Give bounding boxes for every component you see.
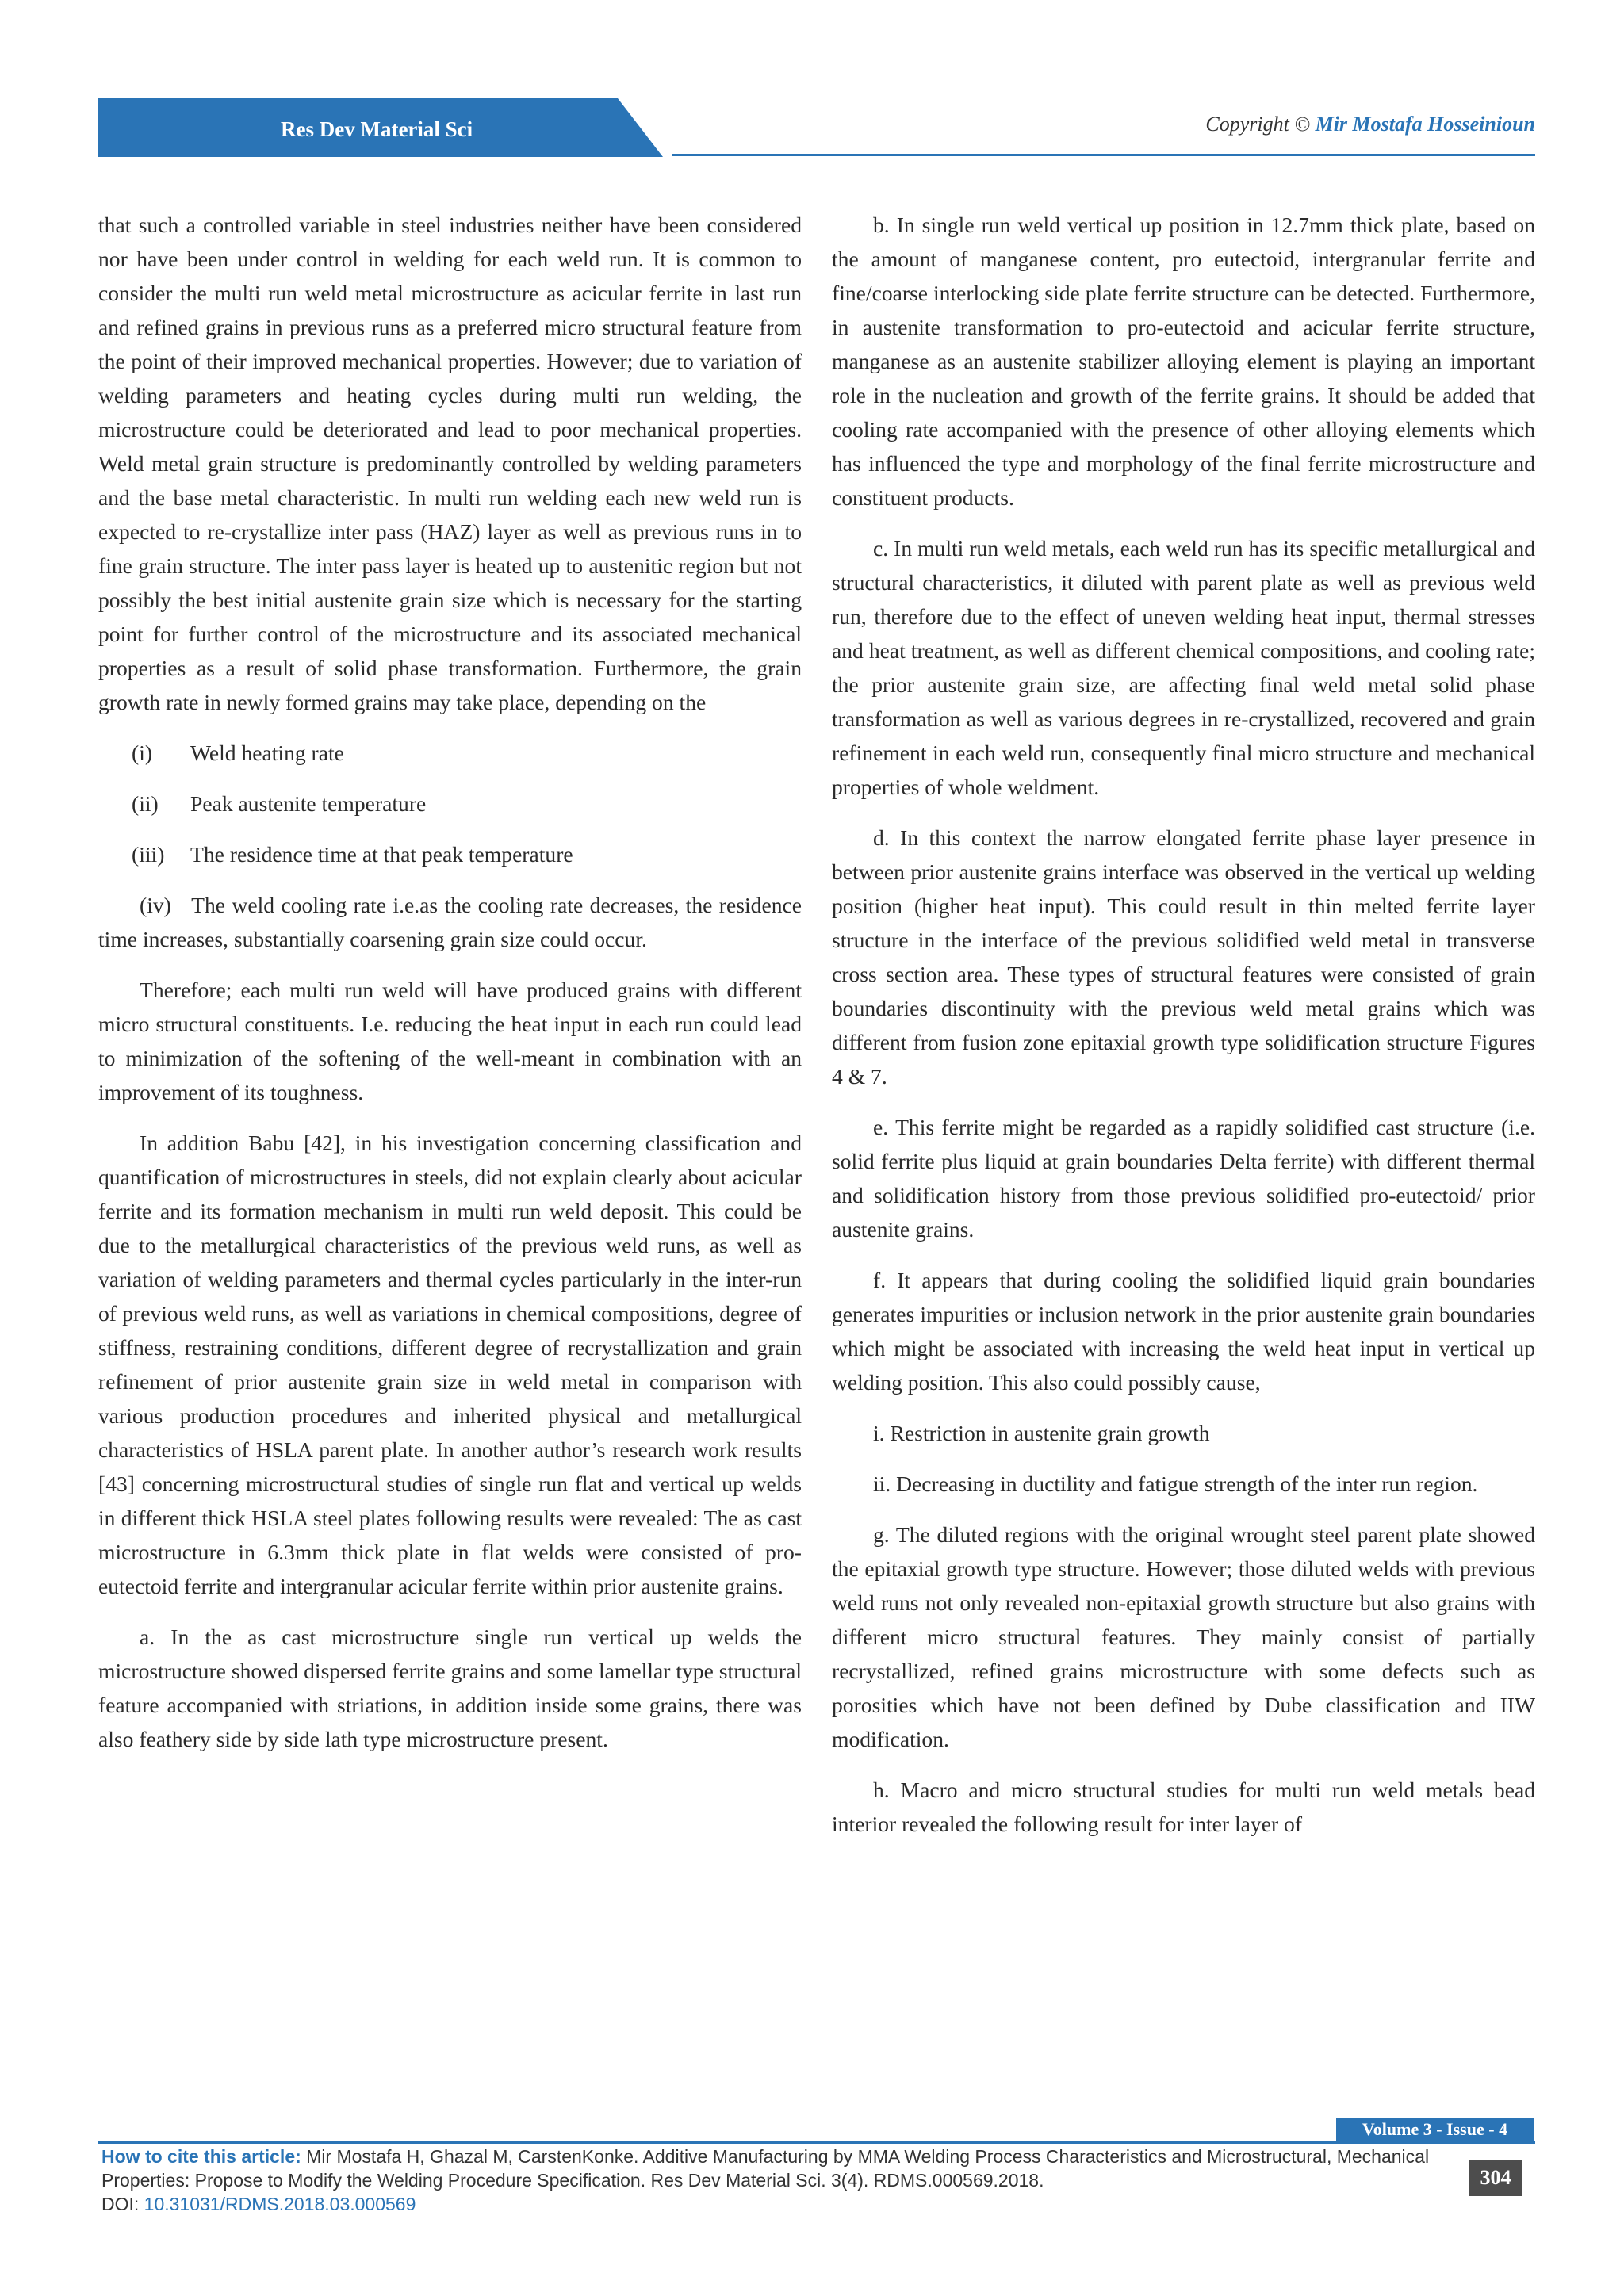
copyright-author: Mir Mostafa Hosseinioun	[1315, 113, 1535, 136]
list-text: The weld cooling rate i.e.as the cooling rate decreases, the residence time increases, substantially coarsening grain size could occur.	[98, 893, 802, 951]
volume-badge: Volume 3 - Issue - 4	[1336, 2118, 1534, 2141]
item-i: i. Restriction in austenite grain growth	[873, 1421, 1210, 1445]
citation	[102, 2145, 1450, 2216]
item-h: h. Macro and micro structural studies for multi run weld metals bead interior revealed the following result for inter layer of	[832, 1777, 1535, 1836]
item-b: b. In single run weld vertical up position in 12.7mm thick plate, based on the amount of manganese content, pro eutectoid, intergranular ferrite and fine/coarse interlocking side plate ferrite structure can be detected. Furthermore, in austenite transformation to pro-eutectoid and acicular ferrite structure, manganese as an austenite stabilizer alloying element is playing an important role in the nucleation and growth of the ferrite grains. It should be added that cooling rate accompanied with the presence of other alloying elements which has influenced the type and morphology of the final ferrite microstructure and constituent products.	[832, 212, 1535, 510]
item-e: e. This ferrite might be regarded as a rapidly solidified cast structure (i.e. solid ferrite plus liquid at grain boundaries Delta ferrite) with different thermal and solidification history from those previous solidified pro-eutectoid/ prior austenite grains.	[832, 1115, 1535, 1242]
copyright-prefix: Copyright ©	[1205, 113, 1316, 136]
paragraph: a. In the as cast microstructure single run vertical up welds the microstructure showed dispersed ferrite grains and some lamellar type structural feature accompanied with striations, in addition inside some grains, there was also feathery side by side lath type microstructure present.	[98, 1624, 802, 1751]
copyright-line	[1205, 113, 1535, 136]
cite-label: How to cite this article:	[102, 2146, 301, 2167]
list-item	[98, 786, 802, 821]
doi-link[interactable]: 10.31031/RDMS.2018.03.000569	[144, 2194, 416, 2214]
page-number: 304	[1469, 2160, 1522, 2196]
list-text: Weld heating rate	[190, 740, 344, 765]
left-column	[98, 208, 802, 1773]
right-column	[832, 208, 1535, 1858]
list-number: (ii)	[132, 791, 159, 816]
item-d: d. In this context the narrow elongated ferrite phase layer presence in between prior austenite grains interface was observed in the vertical up welding position (higher heat input). This could result in thin melted ferrite layer structure in the interface of the previous solidified weld metal in transverse cross section area. These types of structural features were consisted of grain boundaries discontinuity with the previous weld metal grains which was different from fusion zone epitaxial growth type solidification structure Figures 4 & 7.	[832, 825, 1535, 1089]
item-f: f. It appears that during cooling the solidified liquid grain boundaries generates impurities or inclusion network in the prior austenite grain boundaries which might be associated with increasing the weld heat input in vertical up welding position. This also could possibly cause,	[832, 1268, 1535, 1395]
journal-name: Res Dev Material Sci	[281, 117, 473, 141]
paragraph: Therefore; each multi run weld will have produced grains with different micro structural constituents. I.e. reducing the heat input in each run could lead to minimization of the softening of the well-meant in combination with an improvement of its toughness.	[98, 978, 802, 1104]
cite-text: Mir Mostafa H, Ghazal M, CarstenKonke. Additive Manufacturing by MMA Welding Process Characteristics and Microstructural, Mechanical Properties: Propose to Modify the Welding Procedure Specification. Res Dev Material Sci. 3(4). RDMS.000569.2018.	[102, 2146, 1430, 2191]
item-g: g. The diluted regions with the original wrought steel parent plate showed the epitaxial growth type structure. However; those diluted welds with previous weld runs not only revealed non-epitaxial growth structure but also grains with different micro structural features. They mainly consist of partially recrystallized, refined grains microstructure with some defects such as porosities which have not been defined by Dube classification and IIW modification.	[832, 1522, 1535, 1751]
doi-label: DOI:	[102, 2194, 144, 2214]
list-item	[98, 736, 802, 770]
list-number: (iii)	[132, 842, 165, 867]
list-number: (i)	[132, 740, 153, 765]
list-item	[98, 837, 802, 871]
paragraph: that such a controlled variable in steel industries neither have been considered nor have been under control in welding for each weld run. It is common to consider the multi run weld metal microstructure as acicular ferrite in last run and refined grains in previous runs as a preferred micro structural feature from the point of their improved mechanical properties. However; due to variation of welding parameters and heating cycles during multi run welding, the microstructure could be deteriorated and lead to poor mechanical properties. Weld metal grain structure is predominantly controlled by welding parameters and the base metal characteristic. In multi run welding each new weld run is expected to re-crystallize inter pass (HAZ) layer as well as previous runs in to fine grain structure. The inter pass layer is heated up to austenitic region but not possibly the best initial austenite grain size which is necessary for the starting point for further control of the microstructure and its associated mechanical properties as a result of solid phase transformation. Furthermore, the grain growth rate in newly formed grains may take place, depending on the	[98, 212, 802, 714]
list-text: Peak austenite temperature	[190, 791, 427, 816]
item-ii: ii. Decreasing in ductility and fatigue strength of the inter run region.	[873, 1471, 1478, 1496]
list-number: (iv)	[140, 893, 171, 917]
item-c: c. In multi run weld metals, each weld run has its specific metallurgical and structural characteristics, it diluted with parent plate as well as previous weld run, therefore due to the effect of uneven welding heat input, thermal stresses and heat treatment, as well as different chemical compositions, and cooling rate; the prior austenite grain size, are affecting final weld metal solid phase transformation as well as various degrees in re-crystallized, recovered and grain refinement in each weld run, consequently final micro structure and mechanical properties of whole weldment.	[832, 536, 1535, 799]
list-item-iv	[98, 888, 802, 956]
header-rule	[672, 154, 1535, 156]
list-text: The residence time at that peak temperature	[190, 842, 573, 867]
paragraph: In addition Babu [42], in his investigation concerning classification and quantification of microstructures in steels, did not explain clearly about acicular ferrite and its formation mechanism in multi run weld deposit. This could be due to the metallurgical characteristics of the previous weld runs, as well as variation of welding parameters and thermal cycles particularly in the inter-run of previous weld runs, as well as variations in chemical compositions, degree of stiffness, restraining conditions, different degree of recrystallization and grain refinement of prior austenite grain size in weld metal in comparison with various production procedures and inherited physical and metallurgical characteristics of HSLA parent plate. In another author’s research work results [43] concerning microstructural studies of single run flat and vertical up welds in different thick HSLA steel plates following results were revealed: The as cast microstructure in 6.3mm thick plate in flat welds were consisted of pro-eutectoid ferrite and intergranular acicular ferrite within prior austenite grains.	[98, 1131, 802, 1598]
footer-rule	[98, 2141, 1535, 2144]
